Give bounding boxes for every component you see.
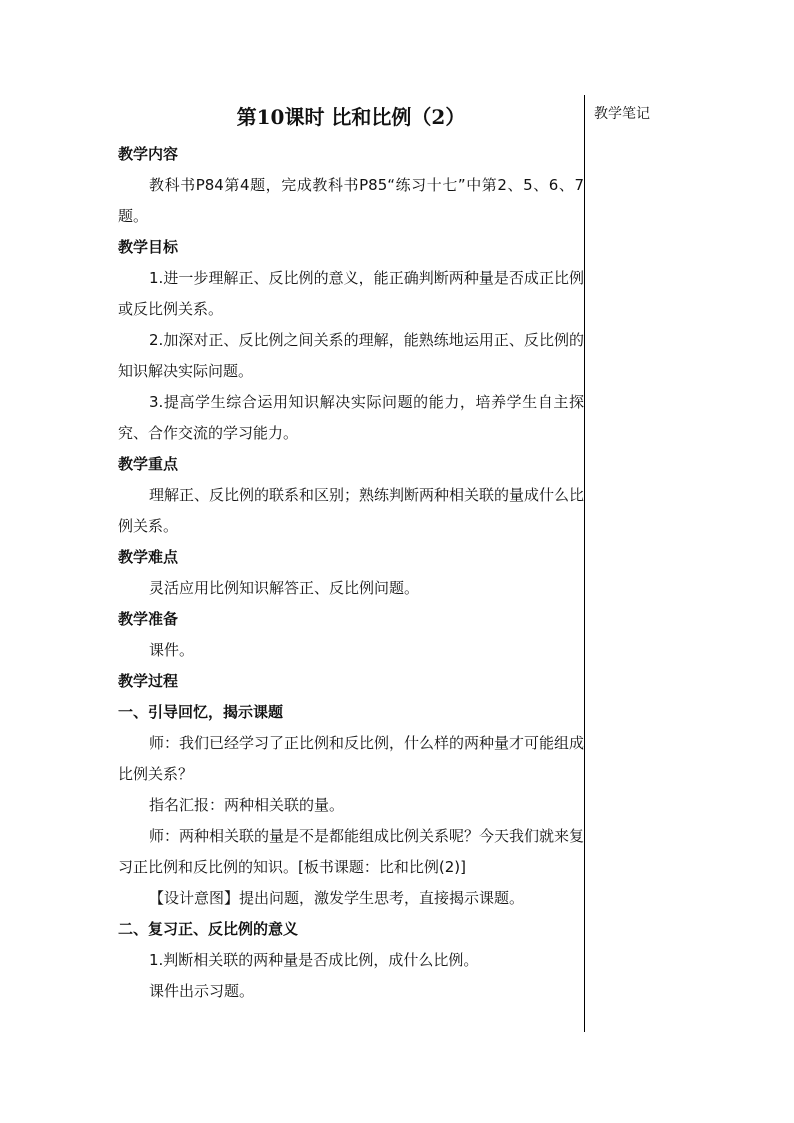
key-points-text: 理解正、反比例的联系和区别；熟练判断两种相关联的量成什么比例关系。 — [118, 486, 585, 535]
content-heading: 教学内容 — [118, 145, 179, 163]
step-2-item-1: 1.判断相关联的两种量是否成比例，成什么比例。 — [149, 951, 479, 969]
teacher-line-2: 师：两种相关联的量是不是都能组成比例关系呢？今天我们就来复习正比例和反比例的知识。[板书课题：比和比例(2)] — [118, 827, 585, 876]
page-title: 第10课时 比和比例（2） — [236, 105, 466, 129]
goal-item-3: 3.提高学生综合运用知识解决实际问题的能力，培养学生自主探究、合作交流的学习能力。 — [118, 393, 584, 442]
preparation-text: 课件。 — [149, 641, 195, 659]
step-2-item-2: 课件出示习题。 — [149, 982, 255, 1000]
goal-item-1: 1.进一步理解正、反比例的意义，能正确判断两种量是否成正比例或反比例关系。 — [118, 269, 584, 318]
difficulty-text: 灵活应用比例知识解答正、反比例问题。 — [149, 579, 420, 597]
notes-column-divider — [584, 95, 585, 1032]
preparation-heading: 教学准备 — [118, 610, 179, 628]
teacher-line-1: 师：我们已经学习了正比例和反比例，什么样的两种量才可能组成比例关系？ — [118, 734, 585, 783]
difficulty-heading: 教学难点 — [118, 548, 179, 566]
lesson-plan-body — [118, 95, 584, 1007]
content-text: 教科书P84第4题，完成教科书P85“练习十七”中第2、5、6、7题。 — [118, 176, 584, 225]
design-intent: 【设计意图】提出问题，激发学生思考，直接揭示课题。 — [149, 889, 525, 907]
step-1-heading: 一、引导回忆，揭示课题 — [118, 703, 284, 721]
goals-heading: 教学目标 — [118, 238, 179, 256]
goal-item-2: 2.加深对正、反比例之间关系的理解，能熟练地运用正、反比例的知识解决实际问题。 — [118, 331, 584, 380]
step-2-heading: 二、复习正、反比例的意义 — [118, 920, 299, 938]
notes-column-label: 教学笔记 — [594, 106, 650, 122]
key-points-heading: 教学重点 — [118, 455, 179, 473]
process-heading: 教学过程 — [118, 672, 179, 690]
student-line-1: 指名汇报：两种相关联的量。 — [149, 796, 345, 814]
